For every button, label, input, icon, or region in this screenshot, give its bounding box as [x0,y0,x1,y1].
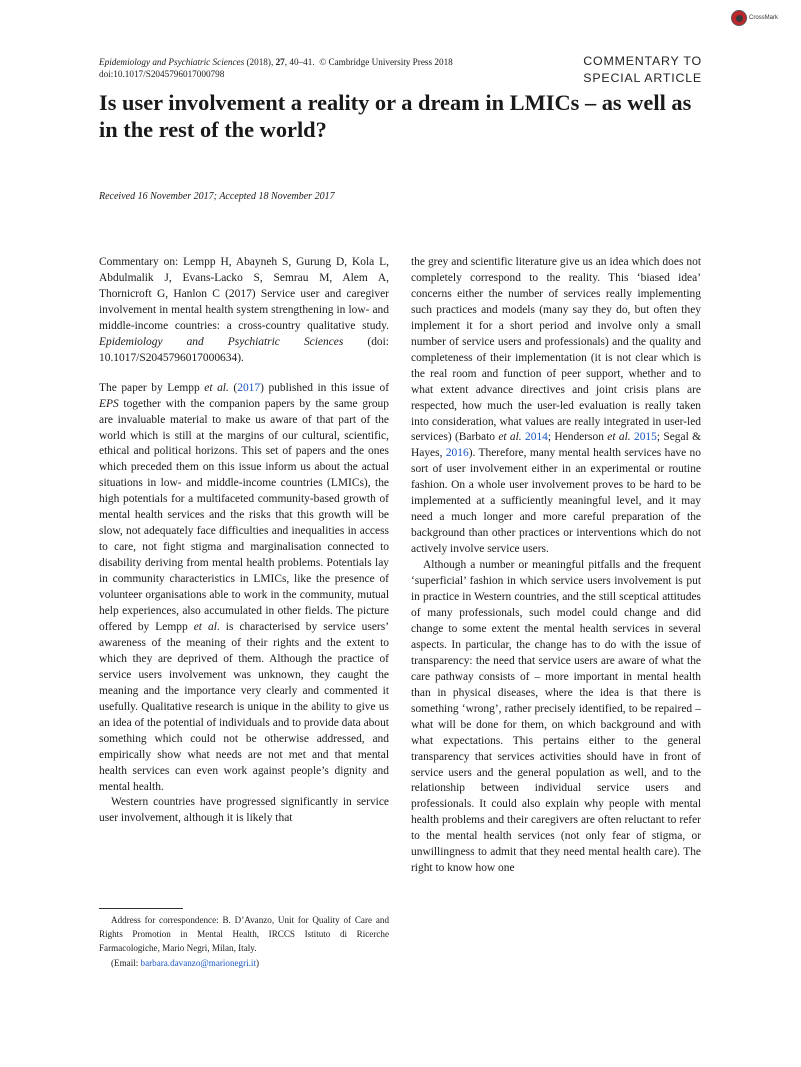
received-accepted-dates: Received 16 November 2017; Accepted 18 November 2017 [99,191,335,202]
crossmark-label: CrossMark [749,15,779,21]
paragraph: Western countries have progressed significantly in service user involvement, although it is likely that [99,796,389,825]
section-label: COMMENTARY TO SPECIAL ARTICLE [583,54,702,85]
crossmark-icon [731,10,747,26]
paragraph: The paper by Lempp et al. (2017) published in this issue of EPS together with the companion papers by the same group are invaluable material to make us aware of that part of the world which is still at the margins of our cultural, scientific, ethical and political horizons. This set of papers and the ones which preceded them on this issue inform us about the actual situations in low- and middle-income countries (LMICs), the high potentials for a multifaceted community-based growth of mental health services and the risks that this growth will be slow, not adequately face difficulties and inequalities in access to care, not fight stigma and marginalisation connected to disability deriving from mental health problems. Potentials lay in community characteristics in LMICs, like the presence of volunteer organisations able to work in the community, mutual help experiences, also accumulated in other fields. The picture offered by Lempp et al. is characterised by service users’ awareness of the meaning of their rights and the extent to which they are deprived of them. Although the practice of service users involvement was unknown, they caught the meaning and the importance very clearly and commented it usefully. Qualitative research is unique in the ability to give us an idea of the potential of individuals and to provide data about something which could not be otherwise addressed, and empirically show what needs are not met and that mental health services can even work against people’s dignity and mental health. [99,381,390,793]
footnote-rule [99,908,183,909]
citation-link[interactable]: 2015 [633,431,657,444]
email-link[interactable]: barbara.davanzo@marionegri.it [140,957,256,968]
paragraph: the grey and scientific literature give us an idea which does not completely correspond to the reality. This ‘biased idea’ concerns either the number of services really implementing such practices and models (many say they do, but often they implement it for a short period and involve only a small number of service users and professionals) and the quality and completeness of their implementation (it is not clear which is the real room and function of peer support, whether and to what extent advance directives and joint crisis plans are respected, how much the user-led evaluation is really taken into consideration, what values are really integrated in user-led services) (Barbato et al. 2014; Henderson et al. 2015; Segal & Hayes, 2016). Therefore, many mental health services have no sort of user involvement either in an experimental or routine fashion. On a whole user involvement proves to be hard to be implemented at a sufficiently meaningful level, and it may need a much longer and more careful preparation of the background than other practices or interventions which do not actively involve service users. [411,256,701,556]
commentary-reference: Commentary on: Lempp H, Abayneh S, Gurung D, Kola L, Abdulmalik J, Evans-Lacko S, Semrau M, Alem A, Thornicroft G, Hanlon C (2017) Service user and caregiver involvement in mental health system strengthening in low- and middle-income countries: a cross-country qualitative study. Epidemiology and Psychiatric Sciences (doi: 10.1017/S2045796017000634). [99,256,389,364]
article-title: Is user involvement a reality or a dream in LMICs – as well as in the rest of the world? [99,90,692,142]
correspondence-footnote [99,913,389,970]
correspondence-email: (Email: barbara.davanzo@marionegri.it) [111,957,260,968]
left-column [99,255,389,827]
citation-link[interactable]: 2014 [525,431,548,444]
journal-name: Epidemiology and Psychiatric Sciences [99,57,245,67]
journal-citation: Epidemiology and Psychiatric Sciences (2018), 27, 40–41. © Cambridge University Press 2018 doi:10.1017/S2045796017000798 [99,57,453,79]
citation-link[interactable]: 2017 [237,381,261,394]
crossmark-badge[interactable] [731,10,778,26]
copyright: © Cambridge University Press 2018 [319,57,453,67]
doi: doi:10.1017/S2045796017000798 [99,69,225,79]
right-column [411,255,701,877]
journal-volume: 27 [275,57,285,67]
correspondence-address: Address for correspondence: B. D’Avanzo, Unit for Quality of Care and Rights Promotion in Mental Health, IRCCS Istituto di Ricerche Farmacologiche, Mario Negri, Milan, Italy. [99,915,389,954]
paragraph: Although a number or meaningful pitfalls and the frequent ‘superficial’ fashion in which service users involvement is put in practice in Western countries, and the still sceptical attitudes of many professionals, such model could change and did change to some extent the mental health services in several aspects. In particular, the change has to do with the issue of transparency: the need that service users are aware of what the care pathway consists of – more important in mental health than in physical diseases, where the idea is that there is something ‘wrong’, rather precisely identified, to be repaired – what will be done for them, on which background and with what expectations. This pertains either to the general transparency that services activities should have in front of service users and the general population as well, and to the relationship between individual service users and professionals. It could also explain why people with mental health problems and their caregivers are often reluctant to refer to the mental health services (not only fear of stigma, or unwillingness to admit that they need mental health care). The right to know how one [411,559,701,875]
citation-link[interactable]: 2016 [445,447,469,460]
